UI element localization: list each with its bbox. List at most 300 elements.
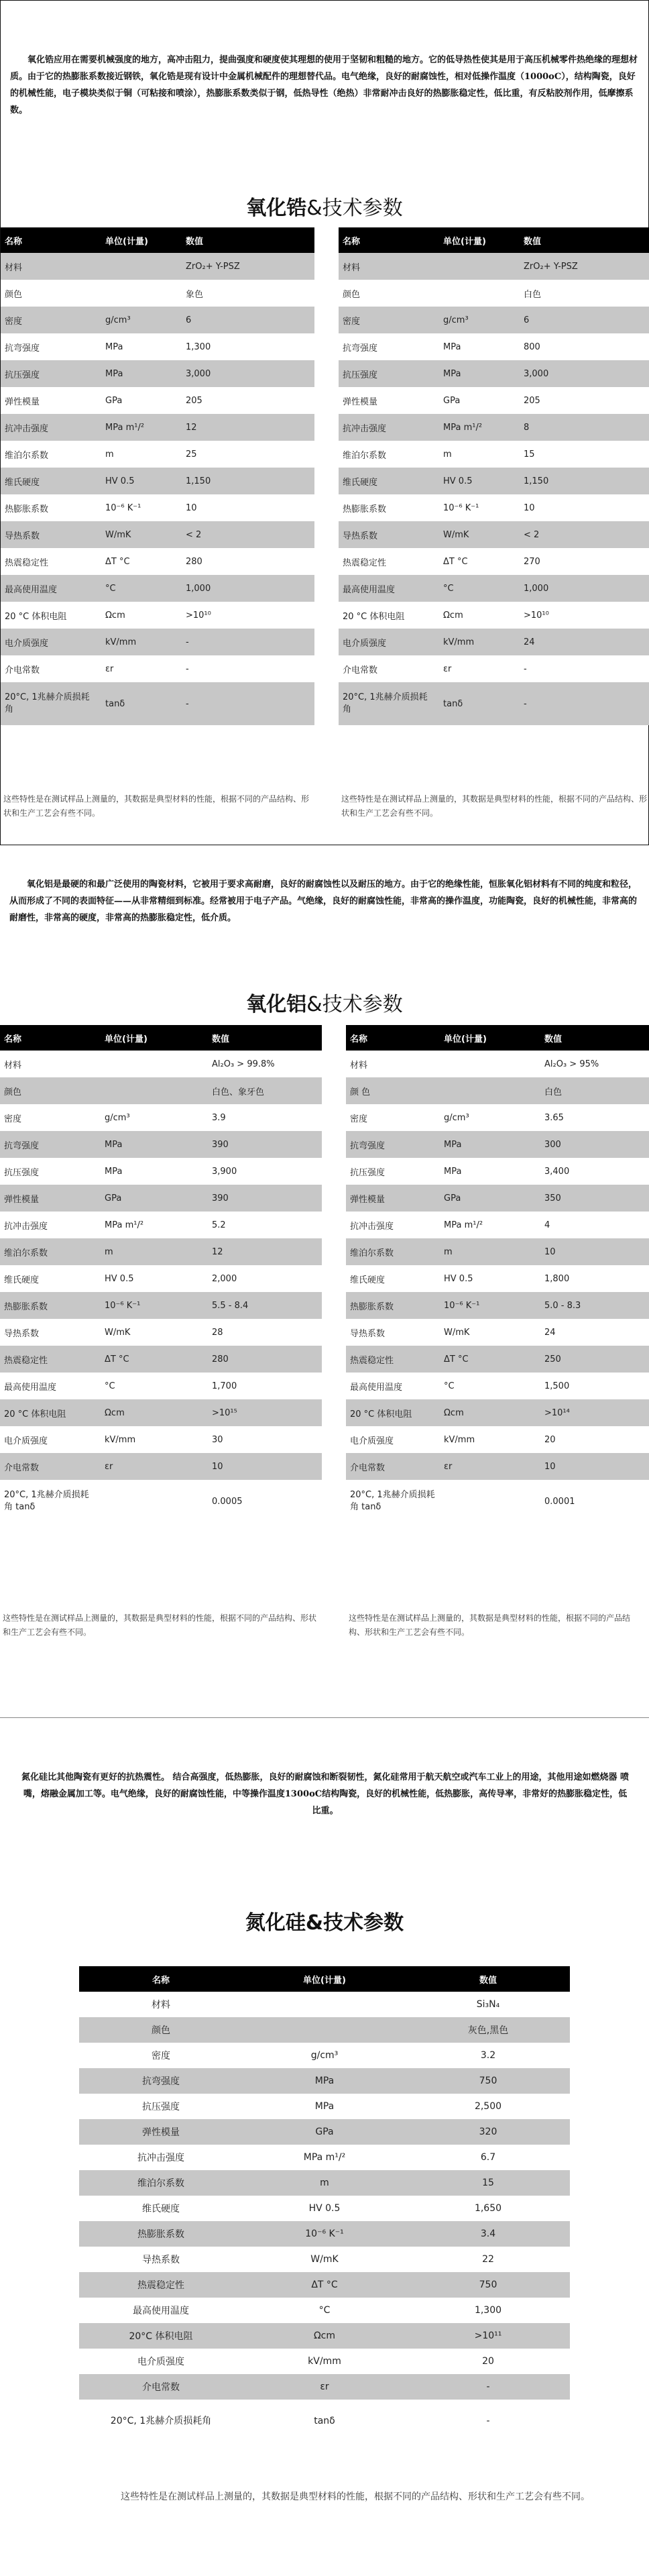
row-unit-cell: GPa (439, 387, 520, 414)
row-name-cell: 抗弯强度 (1, 333, 101, 360)
row-name-cell: 维氏硬度 (1, 468, 101, 494)
row-unit-cell: εr (243, 2374, 406, 2400)
row-name-cell: 维氏硬度 (346, 1265, 440, 1292)
table-row (0, 1346, 322, 1373)
row-name-cell: 电介质强度 (79, 2349, 243, 2374)
table-row (1, 575, 314, 602)
table-row (346, 1292, 649, 1319)
zirconia-section (0, 0, 649, 845)
unit-header: 单位(计量) (101, 1025, 208, 1051)
row-unit-cell: 10⁻⁶ K⁻¹ (243, 2221, 406, 2247)
row-unit-cell: kV/mm (440, 1426, 540, 1453)
row-value-cell: 1,700 (208, 1373, 322, 1399)
row-unit-cell: kV/mm (101, 629, 182, 655)
row-value-cell: ZrO₂+ Y-PSZ (520, 253, 649, 280)
row-value-cell: 24 (540, 1319, 649, 1346)
row-name-cell: 弹性模量 (346, 1185, 440, 1212)
row-name-cell: 颜色 (1, 280, 101, 307)
table-row (1, 333, 314, 360)
row-unit-cell: m (243, 2170, 406, 2196)
row-value-cell: - (520, 655, 649, 682)
row-unit-cell: MPa (243, 2068, 406, 2094)
table-row (339, 307, 649, 333)
row-unit-cell: kV/mm (101, 1426, 208, 1453)
row-name-cell: 20°C, 1兆赫介质损耗角 tanδ (0, 1480, 101, 1523)
table-row (1, 494, 314, 521)
row-value-cell: 白色 (540, 1077, 649, 1104)
row-unit-cell: HV 0.5 (440, 1265, 540, 1292)
alumina-heading-title: 氧化铝 (246, 993, 307, 1016)
table-row (346, 1051, 649, 1077)
table-row (1, 548, 314, 575)
table-row (1, 521, 314, 548)
row-name-cell: 热震稳定性 (346, 1346, 440, 1373)
table-row (0, 1453, 322, 1480)
row-unit-cell: 10⁻⁶ K⁻¹ (439, 494, 520, 521)
zirconia-heading (1, 191, 648, 221)
row-unit-cell (101, 280, 182, 307)
row-name-cell: 电介质强度 (1, 629, 101, 655)
table-row (339, 414, 649, 441)
unit-header: 单位(计量) (440, 1025, 540, 1051)
silicon-nitride-heading-title: 氮化硅 (245, 1911, 306, 1935)
value-header: 数值 (520, 227, 649, 253)
table-row (79, 2094, 570, 2119)
alumina-left-note: 这些特性是在测试样品上测量的，其数据是典型材料的性能，根据不同的产品结构、形状和生产工艺会有些不同。 (3, 1613, 317, 1637)
row-name-cell: 导热系数 (339, 521, 439, 548)
row-unit-cell: 10⁻⁶ K⁻¹ (101, 494, 182, 521)
row-value-cell: >10¹¹ (406, 2323, 570, 2349)
row-value-cell: < 2 (520, 521, 649, 548)
row-unit-cell: ΔT °C (243, 2272, 406, 2298)
row-value-cell: 24 (520, 629, 649, 655)
row-unit-cell: MPa (440, 1131, 540, 1158)
row-unit-cell: kV/mm (243, 2349, 406, 2374)
row-value-cell: 250 (540, 1346, 649, 1373)
row-value-cell: 205 (520, 387, 649, 414)
row-name-cell: 颜色 (0, 1077, 101, 1104)
alumina-section (0, 847, 649, 1672)
row-value-cell: 2,000 (208, 1265, 322, 1292)
silicon-nitride-intro: 氮化硅比其他陶瓷有更好的抗热震性。 结合高强度，低热膨胀，良好的耐腐蚀和断裂韧性，氮化硅常用于航天航空或汽车工业上的用途，其他用途如燃烧器 喷嘴，熔融金属加工等。电气绝缘，良好的耐腐蚀性能，中等操作温度1300oC结构陶瓷，良好的机械性能，低热膨胀，高传导率，非常好的热膨胀稳定性，低比重。 (21, 1772, 630, 1816)
row-value-cell: - (406, 2374, 570, 2400)
row-value-cell: 5.0 - 8.3 (540, 1292, 649, 1319)
row-value-cell: 20 (406, 2349, 570, 2374)
table-row (1, 253, 314, 280)
table-row (1, 655, 314, 682)
table-row (79, 2374, 570, 2400)
table-row (346, 1077, 649, 1104)
row-value-cell: 22 (406, 2247, 570, 2272)
row-name-cell: 弹性模量 (339, 387, 439, 414)
row-value-cell: 8 (520, 414, 649, 441)
row-value-cell: 750 (406, 2068, 570, 2094)
row-unit-cell: m (440, 1238, 540, 1265)
row-name-cell: 抗冲击强度 (346, 1212, 440, 1238)
table-row (339, 387, 649, 414)
row-name-cell: 抗冲击强度 (1, 414, 101, 441)
row-unit-cell: HV 0.5 (101, 1265, 208, 1292)
row-name-cell: 维泊尔系数 (346, 1238, 440, 1265)
row-value-cell: 1,150 (520, 468, 649, 494)
table-row (79, 2196, 570, 2221)
unit-header: 单位(计量) (101, 227, 182, 253)
row-value-cell: - (406, 2400, 570, 2443)
table-row (346, 1373, 649, 1399)
table-row (1, 441, 314, 468)
name-header: 名称 (346, 1025, 440, 1051)
table-row (0, 1238, 322, 1265)
row-value-cell: 5.5 - 8.4 (208, 1292, 322, 1319)
row-unit-cell: HV 0.5 (439, 468, 520, 494)
table-header-row (346, 1025, 649, 1051)
row-value-cell: - (182, 629, 314, 655)
row-unit-cell: MPa m¹/² (440, 1212, 540, 1238)
row-unit-cell (440, 1051, 540, 1077)
table-row (346, 1131, 649, 1158)
row-value-cell: 6.7 (406, 2145, 570, 2170)
row-unit-cell: g/cm³ (439, 307, 520, 333)
table-row (0, 1373, 322, 1399)
row-unit-cell: °C (101, 575, 182, 602)
row-value-cell: Al₂O₃ > 95% (540, 1051, 649, 1077)
row-value-cell: 1,500 (540, 1373, 649, 1399)
row-unit-cell: εr (439, 655, 520, 682)
table-row (346, 1265, 649, 1292)
table-row (346, 1185, 649, 1212)
row-name-cell: 导热系数 (346, 1319, 440, 1346)
table-row (1, 360, 314, 387)
table-row (1, 414, 314, 441)
row-name-cell: 颜色 (339, 280, 439, 307)
row-unit-cell: MPa (101, 360, 182, 387)
row-name-cell: 抗压强度 (339, 360, 439, 387)
row-unit-cell (101, 1077, 208, 1104)
row-value-cell: 5.2 (208, 1212, 322, 1238)
table-row (79, 2170, 570, 2196)
row-name-cell: 介电常数 (339, 655, 439, 682)
table-header-row (339, 227, 649, 253)
row-unit-cell (243, 1992, 406, 2017)
row-value-cell: >10¹⁴ (540, 1399, 649, 1426)
row-name-cell: 抗冲击强度 (0, 1212, 101, 1238)
row-unit-cell: MPa (243, 2094, 406, 2119)
row-value-cell: 10 (182, 494, 314, 521)
alumina-right-note: 这些特性是在测试样品上测量的，其数据是典型材料的性能，根据不同的产品结构、形状和生产工艺会有些不同。 (349, 1613, 631, 1637)
row-name-cell: 最高使用温度 (79, 2298, 243, 2323)
row-unit-cell: Ωcm (101, 602, 182, 629)
name-header: 名称 (339, 227, 439, 253)
table-row (339, 360, 649, 387)
row-value-cell: 1,000 (182, 575, 314, 602)
row-name-cell: 20 °C 体积电阻 (1, 602, 101, 629)
table-row (339, 253, 649, 280)
table-row (1, 280, 314, 307)
row-name-cell: 最高使用温度 (346, 1373, 440, 1399)
row-value-cell: 1,300 (406, 2298, 570, 2323)
unit-header: 单位(计量) (243, 1966, 406, 1992)
row-value-cell: 3,900 (208, 1158, 322, 1185)
table-row (1, 387, 314, 414)
table-row (346, 1399, 649, 1426)
row-unit-cell: g/cm³ (440, 1104, 540, 1131)
row-name-cell: 热膨胀系数 (346, 1292, 440, 1319)
row-name-cell: 热震稳定性 (0, 1346, 101, 1373)
row-unit-cell: ΔT °C (440, 1346, 540, 1373)
row-name-cell: 抗压强度 (1, 360, 101, 387)
row-value-cell: 390 (208, 1185, 322, 1212)
table-row (1, 468, 314, 494)
alumina-intro: 氧化铝是最硬的和最广泛使用的陶瓷材料，它被用于要求高耐磨，良好的耐腐蚀性以及耐压的地方。由于它的绝缘性能，恒胀氧化铝材料有不同的纯度和粒径，从而形成了不同的表面特征——从非常精细到标准。经常被用于电子产品。气绝缘，良好的耐腐蚀性能，非常高的操作温度，功能陶瓷，良好的机械性能，非常高的耐磨性，非常高的硬度，非常高的热膨胀稳定性，低介质。 (9, 879, 638, 923)
row-value-cell: 25 (182, 441, 314, 468)
table-header-row (79, 1966, 570, 1992)
row-value-cell: Si₃N₄ (406, 1992, 570, 2017)
row-unit-cell: m (101, 441, 182, 468)
row-value-cell: 15 (520, 441, 649, 468)
row-unit-cell: εr (101, 655, 182, 682)
row-unit-cell: °C (101, 1373, 208, 1399)
row-unit-cell: W/mK (101, 1319, 208, 1346)
row-value-cell: 15 (406, 2170, 570, 2196)
row-name-cell: 材料 (0, 1051, 101, 1077)
row-name-cell: 密度 (79, 2043, 243, 2068)
row-name-cell: 20°C, 1兆赫介质损耗角 (1, 682, 101, 725)
row-name-cell: 热震稳定性 (79, 2272, 243, 2298)
row-value-cell: 3,000 (520, 360, 649, 387)
row-value-cell: Al₂O₃ > 99.8% (208, 1051, 322, 1077)
row-unit-cell: kV/mm (439, 629, 520, 655)
table-row (79, 2298, 570, 2323)
silicon-nitride-heading-suffix: &技术参数 (305, 1911, 404, 1935)
table-row (79, 2017, 570, 2043)
row-value-cell: 3.9 (208, 1104, 322, 1131)
row-name-cell: 最高使用温度 (0, 1373, 101, 1399)
table-row (339, 629, 649, 655)
row-value-cell: < 2 (182, 521, 314, 548)
row-name-cell: 抗弯强度 (79, 2068, 243, 2094)
table-row (0, 1051, 322, 1077)
row-name-cell: 维氏硬度 (339, 468, 439, 494)
silicon-nitride-section (0, 1717, 649, 2576)
row-unit-cell: g/cm³ (101, 1104, 208, 1131)
row-name-cell: 抗压强度 (346, 1158, 440, 1185)
table-row (79, 2349, 570, 2374)
row-value-cell: - (520, 682, 649, 725)
row-name-cell: 最高使用温度 (1, 575, 101, 602)
table-row (339, 548, 649, 575)
row-unit-cell: m (101, 1238, 208, 1265)
row-unit-cell: Ωcm (440, 1399, 540, 1426)
row-unit-cell: tanδ (243, 2400, 406, 2443)
row-value-cell: 0.0005 (208, 1480, 322, 1523)
table-row (79, 2323, 570, 2349)
row-unit-cell: ΔT °C (439, 548, 520, 575)
row-name-cell: 抗压强度 (0, 1158, 101, 1185)
table-row (0, 1158, 322, 1185)
zirconia-left-table (1, 227, 314, 725)
row-unit-cell: ΔT °C (101, 1346, 208, 1373)
row-unit-cell (439, 253, 520, 280)
alumina-heading-suffix: &技术参数 (306, 993, 403, 1016)
row-name-cell: 维氏硬度 (79, 2196, 243, 2221)
table-row (339, 602, 649, 629)
row-value-cell: 0.0001 (540, 1480, 649, 1523)
row-name-cell: 导热系数 (1, 521, 101, 548)
table-row (79, 2247, 570, 2272)
zirconia-left-note: 这些特性是在测试样品上测量的，其数据是典型材料的性能，根据不同的产品结构、形状和生产工艺会有些不同。 (3, 794, 310, 818)
row-name-cell: 材料 (346, 1051, 440, 1077)
row-unit-cell (101, 1480, 208, 1523)
row-name-cell: 颜色 (79, 2017, 243, 2043)
row-unit-cell: MPa (439, 333, 520, 360)
value-header: 数值 (406, 1966, 570, 1992)
row-value-cell: >10¹⁰ (182, 602, 314, 629)
row-value-cell: 300 (540, 1131, 649, 1158)
table-row (346, 1104, 649, 1131)
row-value-cell: 1,800 (540, 1265, 649, 1292)
row-unit-cell: εr (440, 1453, 540, 1480)
row-value-cell: 3.65 (540, 1104, 649, 1131)
row-value-cell: 750 (406, 2272, 570, 2298)
row-name-cell: 密度 (346, 1104, 440, 1131)
table-row (346, 1319, 649, 1346)
row-value-cell: 320 (406, 2119, 570, 2145)
table-row (346, 1453, 649, 1480)
row-name-cell: 20 °C 体积电阻 (0, 1399, 101, 1426)
row-name-cell: 电介质强度 (346, 1426, 440, 1453)
row-unit-cell: GPa (101, 387, 182, 414)
table-row (79, 2272, 570, 2298)
row-unit-cell: 10⁻⁶ K⁻¹ (440, 1292, 540, 1319)
row-value-cell: 10 (520, 494, 649, 521)
table-row (1, 682, 314, 725)
table-row (0, 1131, 322, 1158)
name-header: 名称 (79, 1966, 243, 1992)
alumina-left-table (0, 1025, 322, 1523)
row-unit-cell: MPa m¹/² (439, 414, 520, 441)
row-unit-cell: W/mK (101, 521, 182, 548)
row-name-cell: 20°C, 1兆赫介质损耗角 tanδ (346, 1480, 440, 1523)
row-value-cell: 280 (182, 548, 314, 575)
table-row (0, 1480, 322, 1523)
row-unit-cell: W/mK (243, 2247, 406, 2272)
row-value-cell: 灰色,黑色 (406, 2017, 570, 2043)
row-value-cell: - (182, 655, 314, 682)
table-row (346, 1480, 649, 1523)
row-name-cell: 颜 色 (346, 1077, 440, 1104)
row-name-cell: 材料 (339, 253, 439, 280)
zirconia-intro: 氧化锆应用在需要机械强度的地方，高冲击阻力，提曲强度和硬度使其理想的使用于坚韧和粗糙的地方。它的低导热性使其是用于高压机械零件热绝缘的理想材质。由于它的热膨胀系数接近钢铁，氧化锆是现有设计中金属机械配件的理想替代品。电气绝缘，良好的耐腐蚀性，相对低操作温度（1000oC），结构陶瓷，良好的机械性能，电子模块类似于铜（可粘接和喷涂），热膨胀系数类似于钢，低热导性（绝热）非常耐冲击良好的热膨胀稳定性，低比重，有反粘胶剂作用，低摩擦系数。 (10, 55, 638, 115)
row-unit-cell: m (439, 441, 520, 468)
table-row (346, 1212, 649, 1238)
row-value-cell: 2,500 (406, 2094, 570, 2119)
row-unit-cell: MPa m¹/² (101, 1212, 208, 1238)
row-unit-cell: MPa (101, 1131, 208, 1158)
row-unit-cell: HV 0.5 (243, 2196, 406, 2221)
row-value-cell: 3.2 (406, 2043, 570, 2068)
table-row (1, 602, 314, 629)
table-row (0, 1185, 322, 1212)
table-row (79, 2145, 570, 2170)
table-row (0, 1104, 322, 1131)
silicon-nitride-table (79, 1966, 570, 2443)
row-value-cell: 10 (540, 1238, 649, 1265)
row-unit-cell (101, 253, 182, 280)
row-value-cell: 3.4 (406, 2221, 570, 2247)
row-name-cell: 热膨胀系数 (339, 494, 439, 521)
row-name-cell: 材料 (79, 1992, 243, 2017)
zirconia-right-note: 这些特性是在测试样品上测量的，其数据是典型材料的性能，根据不同的产品结构、形状和生产工艺会有些不同。 (341, 794, 648, 818)
row-unit-cell: GPa (243, 2119, 406, 2145)
row-value-cell: 3,000 (182, 360, 314, 387)
row-name-cell: 抗压强度 (79, 2094, 243, 2119)
table-row (339, 494, 649, 521)
row-value-cell: 10 (208, 1453, 322, 1480)
value-header: 数值 (182, 227, 314, 253)
row-name-cell: 材料 (1, 253, 101, 280)
row-unit-cell: tanδ (101, 682, 182, 725)
row-unit-cell: Ωcm (439, 602, 520, 629)
row-name-cell: 抗弯强度 (339, 333, 439, 360)
row-unit-cell (440, 1077, 540, 1104)
table-row (0, 1319, 322, 1346)
row-unit-cell: W/mK (439, 521, 520, 548)
row-value-cell: 800 (520, 333, 649, 360)
row-value-cell: 205 (182, 387, 314, 414)
row-unit-cell (439, 280, 520, 307)
row-value-cell: >10¹⁰ (520, 602, 649, 629)
row-value-cell: - (182, 682, 314, 725)
row-name-cell: 维泊尔系数 (0, 1238, 101, 1265)
row-name-cell: 维泊尔系数 (339, 441, 439, 468)
row-value-cell: 10 (540, 1453, 649, 1480)
row-unit-cell: ΔT °C (101, 548, 182, 575)
row-unit-cell: MPa (101, 333, 182, 360)
row-value-cell: 1,000 (520, 575, 649, 602)
table-row (79, 1992, 570, 2017)
table-row (339, 575, 649, 602)
table-row (346, 1426, 649, 1453)
row-unit-cell (440, 1480, 540, 1523)
row-unit-cell: HV 0.5 (101, 468, 182, 494)
row-name-cell: 介电常数 (1, 655, 101, 682)
row-unit-cell: °C (439, 575, 520, 602)
row-name-cell: 20 °C 体积电阻 (346, 1399, 440, 1426)
table-row (339, 441, 649, 468)
table-row (0, 1077, 322, 1104)
row-name-cell: 抗弯强度 (346, 1131, 440, 1158)
row-unit-cell: MPa (440, 1158, 540, 1185)
row-name-cell: 维氏硬度 (0, 1265, 101, 1292)
table-row (1, 307, 314, 333)
row-unit-cell: 10⁻⁶ K⁻¹ (101, 1292, 208, 1319)
row-name-cell: 介电常数 (79, 2374, 243, 2400)
row-value-cell: 4 (540, 1212, 649, 1238)
table-row (79, 2221, 570, 2247)
row-value-cell: 象色 (182, 280, 314, 307)
row-value-cell: 白色 (520, 280, 649, 307)
row-value-cell: 28 (208, 1319, 322, 1346)
table-header-row (1, 227, 314, 253)
row-value-cell: 6 (520, 307, 649, 333)
zirconia-right-table (339, 227, 649, 725)
row-value-cell: 30 (208, 1426, 322, 1453)
row-name-cell: 密度 (0, 1104, 101, 1131)
row-unit-cell: MPa (439, 360, 520, 387)
row-name-cell: 维泊尔系数 (1, 441, 101, 468)
value-header: 数值 (540, 1025, 649, 1051)
row-name-cell: 20 °C 体积电阻 (339, 602, 439, 629)
